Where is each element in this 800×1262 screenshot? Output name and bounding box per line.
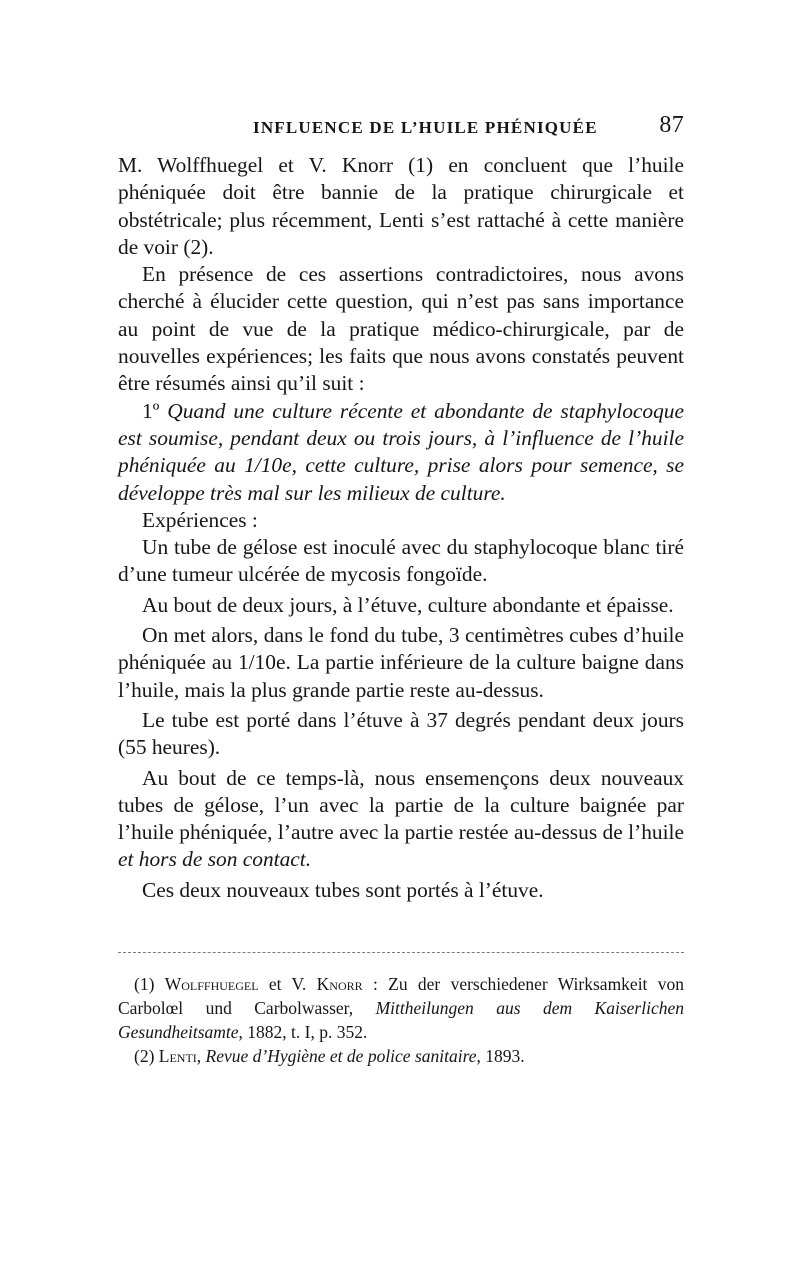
paragraph-10: Ces deux nouveaux tubes sont portés à l’étuve. — [142, 877, 544, 902]
paragraph-9-text: Au bout de ce temps-là, nous ensemençons deux nouveaux tubes de gélose, l’un avec la partie de la culture baignée par l’huile phéniquée, l’autre avec la partie restée au-dessus de l’huile — [118, 765, 684, 845]
italic-statement: Quand une culture récente et abondante de staphylocoque est soumise, pendant deux ou trois jours, à l’influence de l’huile phéniquée au 1/10e, cette culture, prise alors pour semence, se développe très mal sur les milieux de culture. — [118, 398, 684, 505]
footnote-1-conjunction: et V. — [258, 974, 317, 994]
footnote-1-tail: , 1882, t. I, p. 352. — [238, 1022, 368, 1042]
footnote-1-author: Wolffhuegel — [164, 974, 259, 994]
footnote-2-tail: , 1893. — [476, 1046, 525, 1066]
item-number: 1º — [142, 398, 168, 423]
main-text — [118, 152, 684, 904]
running-title: INFLUENCE DE L’HUILE PHÉNIQUÉE — [253, 118, 598, 137]
footnote-1-author-2: Knorr — [316, 974, 363, 994]
footnote-1 — [118, 972, 684, 1044]
page-number: 87 — [659, 112, 684, 138]
footnote-2 — [118, 1044, 684, 1068]
paragraph-7: On met alors, dans le fond du tube, 3 centimètres cubes d’huile phéniquée au 1/10e. La partie inférieure de la culture baigne dans l’huile, mais la plus grande partie reste au-dessus. — [118, 623, 684, 702]
paragraph-5: Un tube de gélose est inoculé avec du staphylocoque blanc tiré d’une tumeur ulcérée de mycosis fongoïde. — [118, 535, 684, 587]
footnotes — [118, 972, 684, 1068]
footnote-separator — [118, 952, 684, 953]
paragraph-6: Au bout de deux jours, à l’étuve, culture abondante et épaisse. — [142, 592, 674, 617]
footnote-1-text: : Zu der verschiedener Wirksamkeit von Carbolœl und Carbolwasser, — [118, 974, 684, 1018]
footnote-2-number: (2) — [134, 1046, 159, 1066]
paragraph-8: Le tube est porté dans l’étuve à 37 degrés pendant deux jours (55 heures). — [118, 707, 684, 760]
footnote-1-journal: Mittheilungen aus dem Kaiserlichen Gesundheitsamte — [118, 998, 684, 1042]
footnote-2-sep: , — [196, 1046, 206, 1066]
paragraph-2: En présence de ces assertions contradictoires, nous avons cherché à élucider cette question, qui n’est pas sans importance au point de vue de la pratique médico-chirurgicale, par de nouvelles expériences; les faits que nous avons constatés peuvent être résumés ainsi qu’il suit : — [118, 262, 684, 396]
paragraph-9-italic: et hors de son contact. — [118, 847, 312, 872]
paragraph-1: M. Wolffhuegel et V. Knorr (1) en concluent que l’huile phéniquée doit être bannie de la pratique chirurgicale et obstétricale; plus récemment, Lenti s’est rattaché à cette manière de voir (2). — [118, 153, 684, 259]
paragraph-3 — [118, 398, 684, 507]
paragraph-4: Expériences : — [142, 507, 258, 532]
footnote-2-journal: Revue d’Hygiène et de police sanitaire — [205, 1046, 477, 1066]
footnote-1-number: (1) — [134, 974, 165, 994]
paragraph-9 — [118, 765, 684, 874]
footnote-2-author: Lenti — [158, 1046, 197, 1066]
